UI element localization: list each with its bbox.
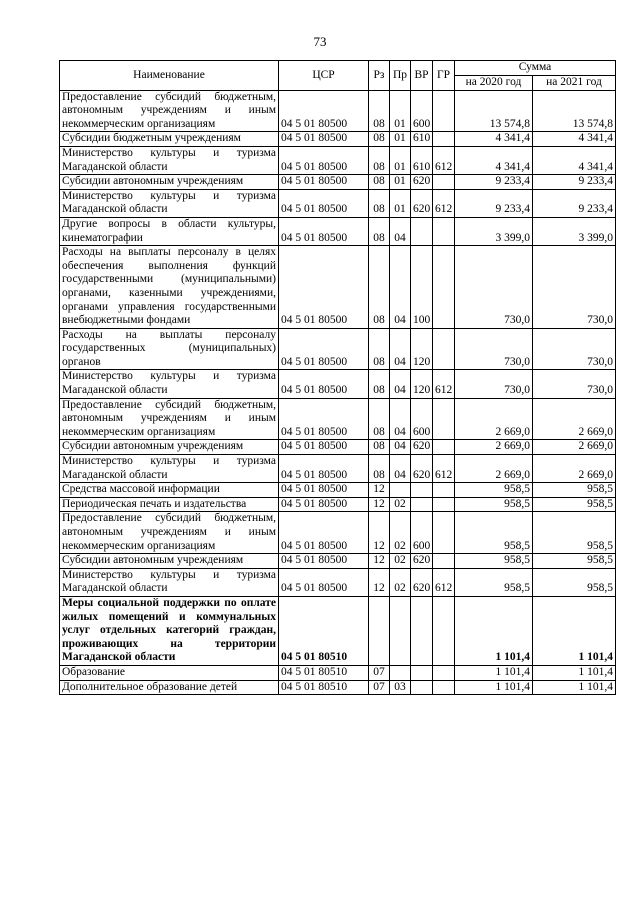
table-row: [60, 680, 616, 695]
cell-csr: 04 5 01 80500: [279, 554, 369, 569]
cell-csr: 04 5 01 80500: [279, 328, 369, 370]
cell-rz: 08: [369, 370, 390, 398]
cell-name: Министерство культуры и туризма Магаданской области: [60, 455, 279, 483]
cell-vr: [411, 497, 433, 512]
cell-vr: [411, 596, 433, 665]
table-row: [60, 568, 616, 596]
cell-rz: 08: [369, 328, 390, 370]
cell-vr: 620: [411, 175, 433, 190]
cell-sum-2021: 1 101,4: [533, 596, 616, 665]
cell-csr: 04 5 01 80510: [279, 665, 369, 680]
table-row: [60, 132, 616, 147]
table-row: [60, 455, 616, 483]
header-name: Наименование: [60, 61, 279, 91]
cell-rz: [369, 596, 390, 665]
cell-sum-2021: 9 233,4: [533, 189, 616, 217]
table-row: [60, 246, 616, 329]
cell-vr: 620: [411, 554, 433, 569]
cell-sum-2021: 4 341,4: [533, 146, 616, 174]
cell-vr: 100: [411, 246, 433, 329]
cell-gr: [433, 554, 455, 569]
cell-vr: 620: [411, 455, 433, 483]
cell-sum-2020: 730,0: [455, 246, 533, 329]
cell-sum-2020: 2 669,0: [455, 455, 533, 483]
header-2020: на 2020 год: [455, 75, 533, 90]
cell-vr: [411, 680, 433, 695]
cell-pr: [390, 665, 411, 680]
cell-sum-2021: 730,0: [533, 328, 616, 370]
cell-rz: 12: [369, 512, 390, 554]
header-rz: Рз: [369, 61, 390, 91]
cell-rz: 12: [369, 568, 390, 596]
header-csr: ЦСР: [279, 61, 369, 91]
cell-vr: 610: [411, 146, 433, 174]
cell-sum-2020: 13 574,8: [455, 90, 533, 132]
cell-name: Министерство культуры и туризма Магаданской области: [60, 189, 279, 217]
cell-name: Средства массовой информации: [60, 483, 279, 498]
cell-gr: 612: [433, 189, 455, 217]
cell-sum-2021: 2 669,0: [533, 398, 616, 440]
cell-name: Министерство культуры и туризма Магаданской области: [60, 370, 279, 398]
cell-sum-2021: 3 399,0: [533, 217, 616, 245]
cell-rz: 08: [369, 146, 390, 174]
cell-pr: 04: [390, 370, 411, 398]
cell-name: Расходы на выплаты персоналу в целях обеспечения выполнения функций государственными (муниципальными) органами, казенными учреждениями, органами управления государственными внебюджетными фондами: [60, 246, 279, 329]
cell-name: Субсидии автономным учреждениям: [60, 554, 279, 569]
cell-gr: [433, 512, 455, 554]
cell-csr: 04 5 01 80500: [279, 497, 369, 512]
cell-sum-2021: 13 574,8: [533, 90, 616, 132]
cell-pr: 01: [390, 146, 411, 174]
cell-pr: 02: [390, 512, 411, 554]
cell-rz: 08: [369, 132, 390, 147]
cell-pr: 02: [390, 568, 411, 596]
cell-rz: 08: [369, 440, 390, 455]
cell-sum-2020: 9 233,4: [455, 175, 533, 190]
cell-rz: 08: [369, 90, 390, 132]
cell-gr: 612: [433, 370, 455, 398]
cell-csr: 04 5 01 80500: [279, 189, 369, 217]
cell-rz: 07: [369, 665, 390, 680]
cell-csr: 04 5 01 80500: [279, 370, 369, 398]
cell-gr: [433, 328, 455, 370]
cell-gr: [433, 596, 455, 665]
cell-pr: 04: [390, 328, 411, 370]
cell-gr: [433, 217, 455, 245]
table-row: [60, 146, 616, 174]
cell-pr: 01: [390, 132, 411, 147]
cell-sum-2020: 2 669,0: [455, 440, 533, 455]
cell-sum-2020: 3 399,0: [455, 217, 533, 245]
cell-name: Предоставление субсидий бюджетным, автономным учреждениям и иным некоммерческим организациям: [60, 398, 279, 440]
cell-sum-2021: 1 101,4: [533, 665, 616, 680]
cell-csr: 04 5 01 80500: [279, 217, 369, 245]
cell-sum-2020: 2 669,0: [455, 398, 533, 440]
header-pr: Пр: [390, 61, 411, 91]
cell-sum-2020: 1 101,4: [455, 596, 533, 665]
cell-sum-2020: 9 233,4: [455, 189, 533, 217]
cell-pr: [390, 596, 411, 665]
cell-gr: [433, 175, 455, 190]
cell-pr: 04: [390, 455, 411, 483]
cell-sum-2020: 730,0: [455, 370, 533, 398]
cell-vr: 610: [411, 132, 433, 147]
cell-name: Расходы на выплаты персоналу государственных (муниципальных) органов: [60, 328, 279, 370]
cell-vr: 120: [411, 370, 433, 398]
table-row: [60, 398, 616, 440]
table-row: [60, 189, 616, 217]
cell-sum-2021: 958,5: [533, 512, 616, 554]
cell-sum-2021: 9 233,4: [533, 175, 616, 190]
cell-name: Субсидии автономным учреждениям: [60, 440, 279, 455]
cell-sum-2021: 958,5: [533, 483, 616, 498]
cell-gr: [433, 497, 455, 512]
cell-rz: 08: [369, 175, 390, 190]
table-row: [60, 554, 616, 569]
cell-pr: 02: [390, 554, 411, 569]
header-2021: на 2021 год: [533, 75, 616, 90]
table-row: [60, 512, 616, 554]
cell-sum-2021: 730,0: [533, 370, 616, 398]
cell-rz: 08: [369, 398, 390, 440]
cell-name: Субсидии автономным учреждениям: [60, 175, 279, 190]
budget-table: [59, 60, 616, 695]
cell-sum-2021: 4 341,4: [533, 132, 616, 147]
cell-csr: 04 5 01 80500: [279, 440, 369, 455]
cell-pr: 02: [390, 497, 411, 512]
cell-name: Меры социальной поддержки по оплате жилых помещений и коммунальных услуг отдельных категорий граждан, проживающих на территории Магаданской области: [60, 596, 279, 665]
cell-pr: 04: [390, 398, 411, 440]
cell-name: Министерство культуры и туризма Магаданской области: [60, 568, 279, 596]
cell-gr: [433, 680, 455, 695]
cell-csr: 04 5 01 80500: [279, 483, 369, 498]
cell-csr: 04 5 01 80500: [279, 90, 369, 132]
cell-rz: 08: [369, 189, 390, 217]
cell-sum-2021: 2 669,0: [533, 455, 616, 483]
cell-csr: 04 5 01 80500: [279, 146, 369, 174]
cell-csr: 04 5 01 80500: [279, 132, 369, 147]
cell-vr: 600: [411, 512, 433, 554]
cell-vr: 620: [411, 189, 433, 217]
cell-sum-2020: 958,5: [455, 497, 533, 512]
cell-vr: 120: [411, 328, 433, 370]
cell-name: Периодическая печать и издательства: [60, 497, 279, 512]
cell-vr: 600: [411, 90, 433, 132]
cell-gr: [433, 665, 455, 680]
cell-pr: [390, 483, 411, 498]
cell-sum-2021: 958,5: [533, 568, 616, 596]
cell-csr: 04 5 01 80500: [279, 246, 369, 329]
table-row: [60, 217, 616, 245]
cell-name: Субсидии бюджетным учреждениям: [60, 132, 279, 147]
cell-gr: [433, 246, 455, 329]
cell-pr: 04: [390, 440, 411, 455]
table-body: [60, 90, 616, 695]
cell-rz: 08: [369, 246, 390, 329]
cell-rz: 08: [369, 217, 390, 245]
cell-rz: 08: [369, 455, 390, 483]
cell-rz: 12: [369, 497, 390, 512]
cell-sum-2020: 4 341,4: [455, 132, 533, 147]
cell-gr: [433, 440, 455, 455]
cell-sum-2020: 1 101,4: [455, 665, 533, 680]
cell-csr: 04 5 01 80500: [279, 398, 369, 440]
cell-sum-2020: 958,5: [455, 512, 533, 554]
cell-vr: 600: [411, 398, 433, 440]
cell-sum-2021: 2 669,0: [533, 440, 616, 455]
cell-pr: 04: [390, 217, 411, 245]
cell-sum-2020: 4 341,4: [455, 146, 533, 174]
cell-pr: 03: [390, 680, 411, 695]
cell-pr: 04: [390, 246, 411, 329]
cell-gr: [433, 398, 455, 440]
cell-csr: 04 5 01 80500: [279, 175, 369, 190]
cell-vr: [411, 665, 433, 680]
cell-sum-2021: 958,5: [533, 497, 616, 512]
table-row: [60, 370, 616, 398]
table-row: [60, 497, 616, 512]
table-row: [60, 175, 616, 190]
cell-name: Другие вопросы в области культуры, кинематографии: [60, 217, 279, 245]
cell-rz: 07: [369, 680, 390, 695]
cell-sum-2020: 958,5: [455, 568, 533, 596]
table-header-row: [60, 61, 616, 76]
cell-rz: 12: [369, 554, 390, 569]
cell-name: Предоставление субсидий бюджетным, автономным учреждениям и иным некоммерческим организациям: [60, 512, 279, 554]
cell-vr: [411, 483, 433, 498]
cell-sum-2020: 958,5: [455, 483, 533, 498]
table-row: [60, 440, 616, 455]
cell-sum-2020: 730,0: [455, 328, 533, 370]
cell-name: Дополнительное образование детей: [60, 680, 279, 695]
header-gr: ГР: [433, 61, 455, 91]
cell-sum-2020: 958,5: [455, 554, 533, 569]
table-row: [60, 483, 616, 498]
cell-csr: 04 5 01 80510: [279, 596, 369, 665]
cell-gr: 612: [433, 568, 455, 596]
cell-pr: 01: [390, 189, 411, 217]
cell-sum-2021: 730,0: [533, 246, 616, 329]
cell-gr: [433, 90, 455, 132]
table-row: [60, 596, 616, 665]
cell-csr: 04 5 01 80500: [279, 568, 369, 596]
cell-gr: [433, 483, 455, 498]
page-number: 73: [313, 34, 327, 49]
cell-rz: 12: [369, 483, 390, 498]
table-row: [60, 328, 616, 370]
cell-pr: 01: [390, 90, 411, 132]
header-sum: Сумма: [455, 61, 616, 76]
cell-vr: 620: [411, 440, 433, 455]
cell-sum-2020: 1 101,4: [455, 680, 533, 695]
cell-gr: [433, 132, 455, 147]
cell-csr: 04 5 01 80500: [279, 455, 369, 483]
cell-csr: 04 5 01 80510: [279, 680, 369, 695]
cell-name: Министерство культуры и туризма Магаданской области: [60, 146, 279, 174]
cell-name: Предоставление субсидий бюджетным, автономным учреждениям и иным некоммерческим организациям: [60, 90, 279, 132]
cell-name: Образование: [60, 665, 279, 680]
table-row: [60, 665, 616, 680]
cell-sum-2021: 958,5: [533, 554, 616, 569]
cell-csr: 04 5 01 80500: [279, 512, 369, 554]
header-vr: ВР: [411, 61, 433, 91]
cell-pr: 01: [390, 175, 411, 190]
cell-gr: 612: [433, 455, 455, 483]
cell-vr: 620: [411, 568, 433, 596]
table-row: [60, 90, 616, 132]
cell-gr: 612: [433, 146, 455, 174]
cell-sum-2021: 1 101,4: [533, 680, 616, 695]
cell-vr: [411, 217, 433, 245]
